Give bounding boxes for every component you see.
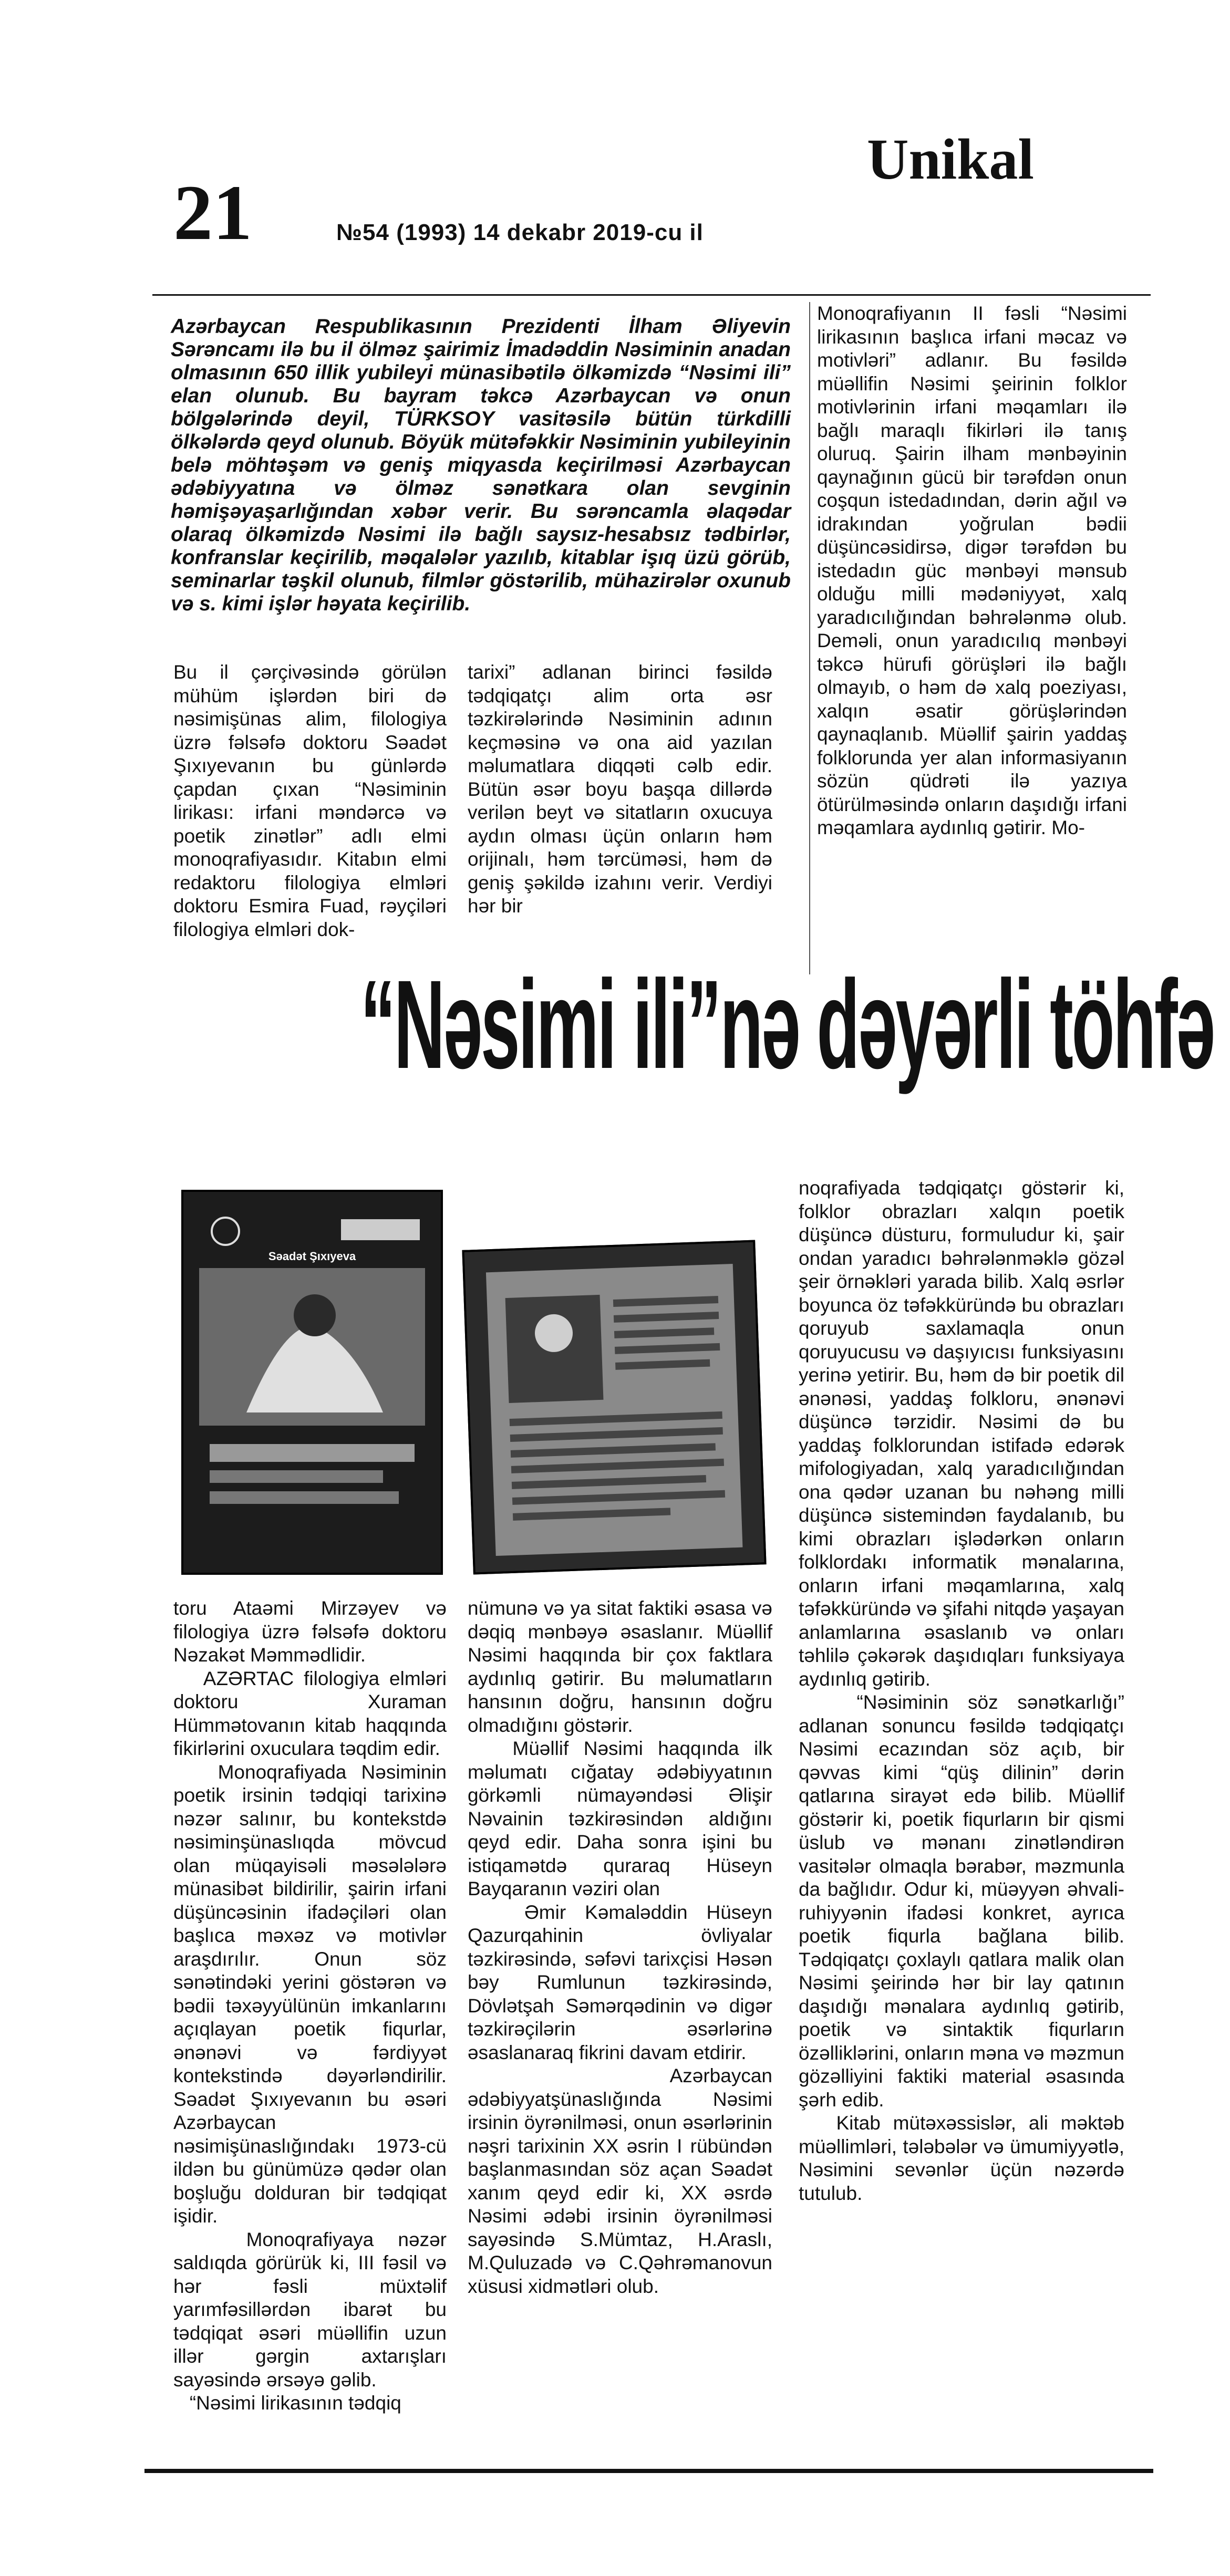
book-inner-page-illustration — [464, 1242, 764, 1573]
page-number: 21 — [173, 169, 252, 256]
article-column: tarixi” adlanan birinci fəsildə tədqiqatçı alim orta əsr təzkirələrində Nəsiminin adının keçməsinə və ona aid yazılan məlumatlara diqqəti cəlb edir. Bütün əsər boyu başqa dillərdə verilən beyt və sitatların oxucuya aydın olması üçün onların həm orijinalı, həm tərcüməsi, həm də geniş şəkildə izahını verir. Verdiyi hər bir — [468, 661, 778, 917]
article-column: noqrafiyada tədqiqatçı göstərir ki, folklor obrazları xalqın poetik düşüncə düsturu, formuludur ki, şair ondan yaradıcı bəhrələnməklə gözəl şeir örnəkləri yarada bilib. Xalq əsrlər boyunca öz təfəkküründə bu obrazları qoruyub saxlamaqla onun qoruyucusu və daşıyıcısı funksiyasını yerinə yetirir. Bu, həm də bir poetik dil ənənəsi, yaddaş folkloru, ənənəvi düşüncə tərzidir. Nəsimi də bu yaddaş folklorundan istifadə edərək mifologiyadan, xalq yaradıcılığından ona qədər uzanan bu nəhəng milli düşüncə sistemindən faydalanıb, bu kimi obrazları işlədərkən onların folklordakı informatik mənalarına, onların irfani məqamlarına, xalq təfəkküründə və şifahi nitqdə yaşayan anlamlarına əsaslanıb və onları təhlilə çəkərək daşıdıqları funksiyaya aydınlıq gətirib. “Nəsiminin söz sənətkarlığı” adlanan sonuncu fəsildə tədqiqatçı Nəsimi ecazından söz açıb, bir qəvvas kimi “qüş dilinin” dərin qatlarına sirayət edə bilib. Müəllif göstərir ki, poetik fiqurların bir qismi üslub və mənanı zinətləndirən vasitələr olmaqla bərabər, məzmunla da bağlıdır. Odur ki, müəyyən əhvali-ruhiyyənin ifadəsi konkret, ayrıca poetik fiqurla bağlana bilib. Tədqiqatçı çoxlaylı qatlara malik olan Nəsimi şeirində hər bir lay qatının daşıdığı mənalara aydınlıq gətirib, poetik və sintaktik fiqurların özəlliklərini, onların məna və məzmun gözəlliyini faktiki material əsasında şərh edib. Kitab mütəxəssislər, ali məktəb müəllimləri, tələbələr və ümumiyyətlə, Nəsimini sevənlər üçün nəzərdə tutulub. — [799, 1177, 1125, 2204]
book-cover-photo — [181, 1190, 443, 1575]
book-cover-author: Səadət Şıxıyeva — [268, 1250, 356, 1263]
article-column: toru Ataəmi Mirzəyev və filologiya üzrə fəlsəfə doktoru Nəzakət Məmmədlidir. AZƏRTAC filologiya elmləri doktoru Xuraman Hümmətovanın kitab haqqında fikirlərini oxuculara təqdim edir. Monoqrafiyada Nəsiminin poetik irsinin tədqiqi tarixinə nəzər salınır, bu kontekstdə nəsiminşünaslıqda mövcud olan müqayisəli məsələlərə münasibət bildirilir, şairin irfani düşüncəsinin ifadəçiləri olan başlıca məxəz və motivlər araşdırılır. Onun söz sənətindəki yerini göstərən və bədii təxəyyülünün imkanlarını açıqlayan poetik fiqurlar, ənənəvi və fərdiyyət kontekstində dəyərləndirilir. Səadət Şıxıyevanın bu əsəri Azərbaycan nəsimişünaslığındakı 1973-cü ildən bu günümüzə qədər olan boşluğu dolduran bir tədqiqat işidir. Monoqrafiyaya nəzər saldıqda görürük ki, III fəsil və hər fəsli müxtəlif yarımfəsillərdən ibarət bu tədqiqat əsəri müəllifin uzun illər gərgin axtarışları sayəsində ərsəyə gəlib. “Nəsimi lirikasının tədqiq — [173, 1597, 447, 2414]
column-divider — [809, 302, 810, 974]
article-column: Bu il çərçivəsində görülən mühüm işlərdən biri də nəsimişünas alim, filologiya üzrə fəlsəfə doktoru Səadət Şıxıyevanın bu günlərdə çapdan çıxan “Nəsiminin lirikası: irfani məndərcə və poetik zinətlər” adlı elmi monoqrafiyasıdır. Kitabın elmi redaktoru filologiya elmləri doktoru Esmira Fuad, rəyçiləri filologiya elmləri dok- — [173, 661, 452, 940]
article-column: Monoqrafiyanın II fəsli “Nəsimi lirikasının başlıca irfani məcaz və motivləri” adlanır. Bu fəsildə müəllifin Nəsimi şeirinin folklor motivlərinin irfani məqamları ilə bağlı maraqlı fikirləri ilə tanış oluruq. Şairin ilham mənbəyinin qaynağının gücü bir tərəfdən onun coşqun istedadından, dərin ağıl və idrakından yoğrulan bədii düşüncəsidirsə, digər tərəfdən bu istedadın güc mənbəyi mənsub olduğu milli mədəniyyət, xalq yaradıcılığından bəhrələnmə olub. Deməli, onun yaradıcılıq mənbəyi təkcə hürufi görüşləri ilə bağlı olmayıb, o həm də xalq poeziyası, xalqın əsatir görüşlərindən qaynaqlanıb. Müəllif şairin yaddaş folklorunda yer alan informasiyanın sözün qüdrəti ilə yazıya ötürülməsində onların daşıdığı irfani məqamlara aydınlıq gətirir. Mo- — [817, 303, 1133, 838]
lead-paragraph: Azərbaycan Respublikasının Prezidenti İlham Əliyevin Sərəncamı ilə bu il ölməz şairimiz İmadəddin Nəsiminin anadan olmasının 650 illik yubileyi münasibətilə ölkəmizdə “Nəsimi ili” elan olunub. Bu bayram təkcə Azərbaycan və onun bölgələrində deyil, TÜRKSOY vasitəsilə bütün türkdilli ölkələrdə qeyd olunub. Böyük mütəfəkkir Nəsiminin yubileyinin belə möhtəşəm və geniş miqyasda keçirilməsi Azərbaycan ədəbiyyatına və ölməz sənətkara olan sevginin həmişəyaşarlığından xəbər verir. Bu sərəncamla əlaqədar olaraq ölkəmizdə Nəsimi ilə bağlı saysız-hesabsız tədbirlər, konfranslar keçirilib, məqalələr yazılıb, kitablar işıq üzü görüb, seminarlar təşkil olunub, filmlər göstərilib, mühazirələr oxunub və s. kimi işlər həyata keçirilib. — [171, 315, 797, 615]
article-column: nümunə və ya sitat faktiki əsasa və dəqiq mənbəyə əsaslanır. Müəllif Nəsimi haqqında bir çox faktlara aydınlıq gətirir. Bu məlumatların hansının doğru, hansının doğru olmadığını göstərir. Müəllif Nəsimi haqqında ilk məlumatı cığatay ədəbiyyatının görkəmli nümayəndəsi Əlişir Nəvainin təzkirəsindən aldığını qeyd edir. Daha sonra işini bu istiqamətdə quraraq Hüseyn Bayqaranın vəziri olan Əmir Kəmaləddin Hüseyn Qazurqahinin övliyalar təzkirəsində, səfəvi tarixçisi Həsən bəy Rumlunun təzkirəsində, Dövlətşah Səmərqədinin və digər təzkirəçilərin əsərlərinə əsaslanaraq fikrini davam etdirir. Azərbaycan ədəbiyyatşünaslığında Nəsimi irsinin öyrənilməsi, onun əsərlərinin nəşri tarixinin XX əsrin I rübündən başlanmasından söz açan Səadət xanım qeyd edir ki, XX əsrdə Nəsimi ədəbi irsinin öyrənilməsi sayəsində S.Mümtaz, H.Araslı, M.Quluzadə və C.Qəhrəmanovun xüsusi xidmətləri olub. — [468, 1597, 773, 2297]
headline: “Nəsimi ili”nə dəyərli töhfə — [360, 954, 1214, 1095]
issue-line: №54 (1993) 14 dekabr 2019-cu il — [336, 220, 704, 245]
book-cover-illustration — [183, 1192, 441, 1573]
footer-rule — [144, 2469, 1153, 2473]
publication-name: Unikal — [867, 127, 1034, 191]
header-rule — [152, 294, 1151, 296]
book-inner-page-photo — [462, 1240, 766, 1574]
